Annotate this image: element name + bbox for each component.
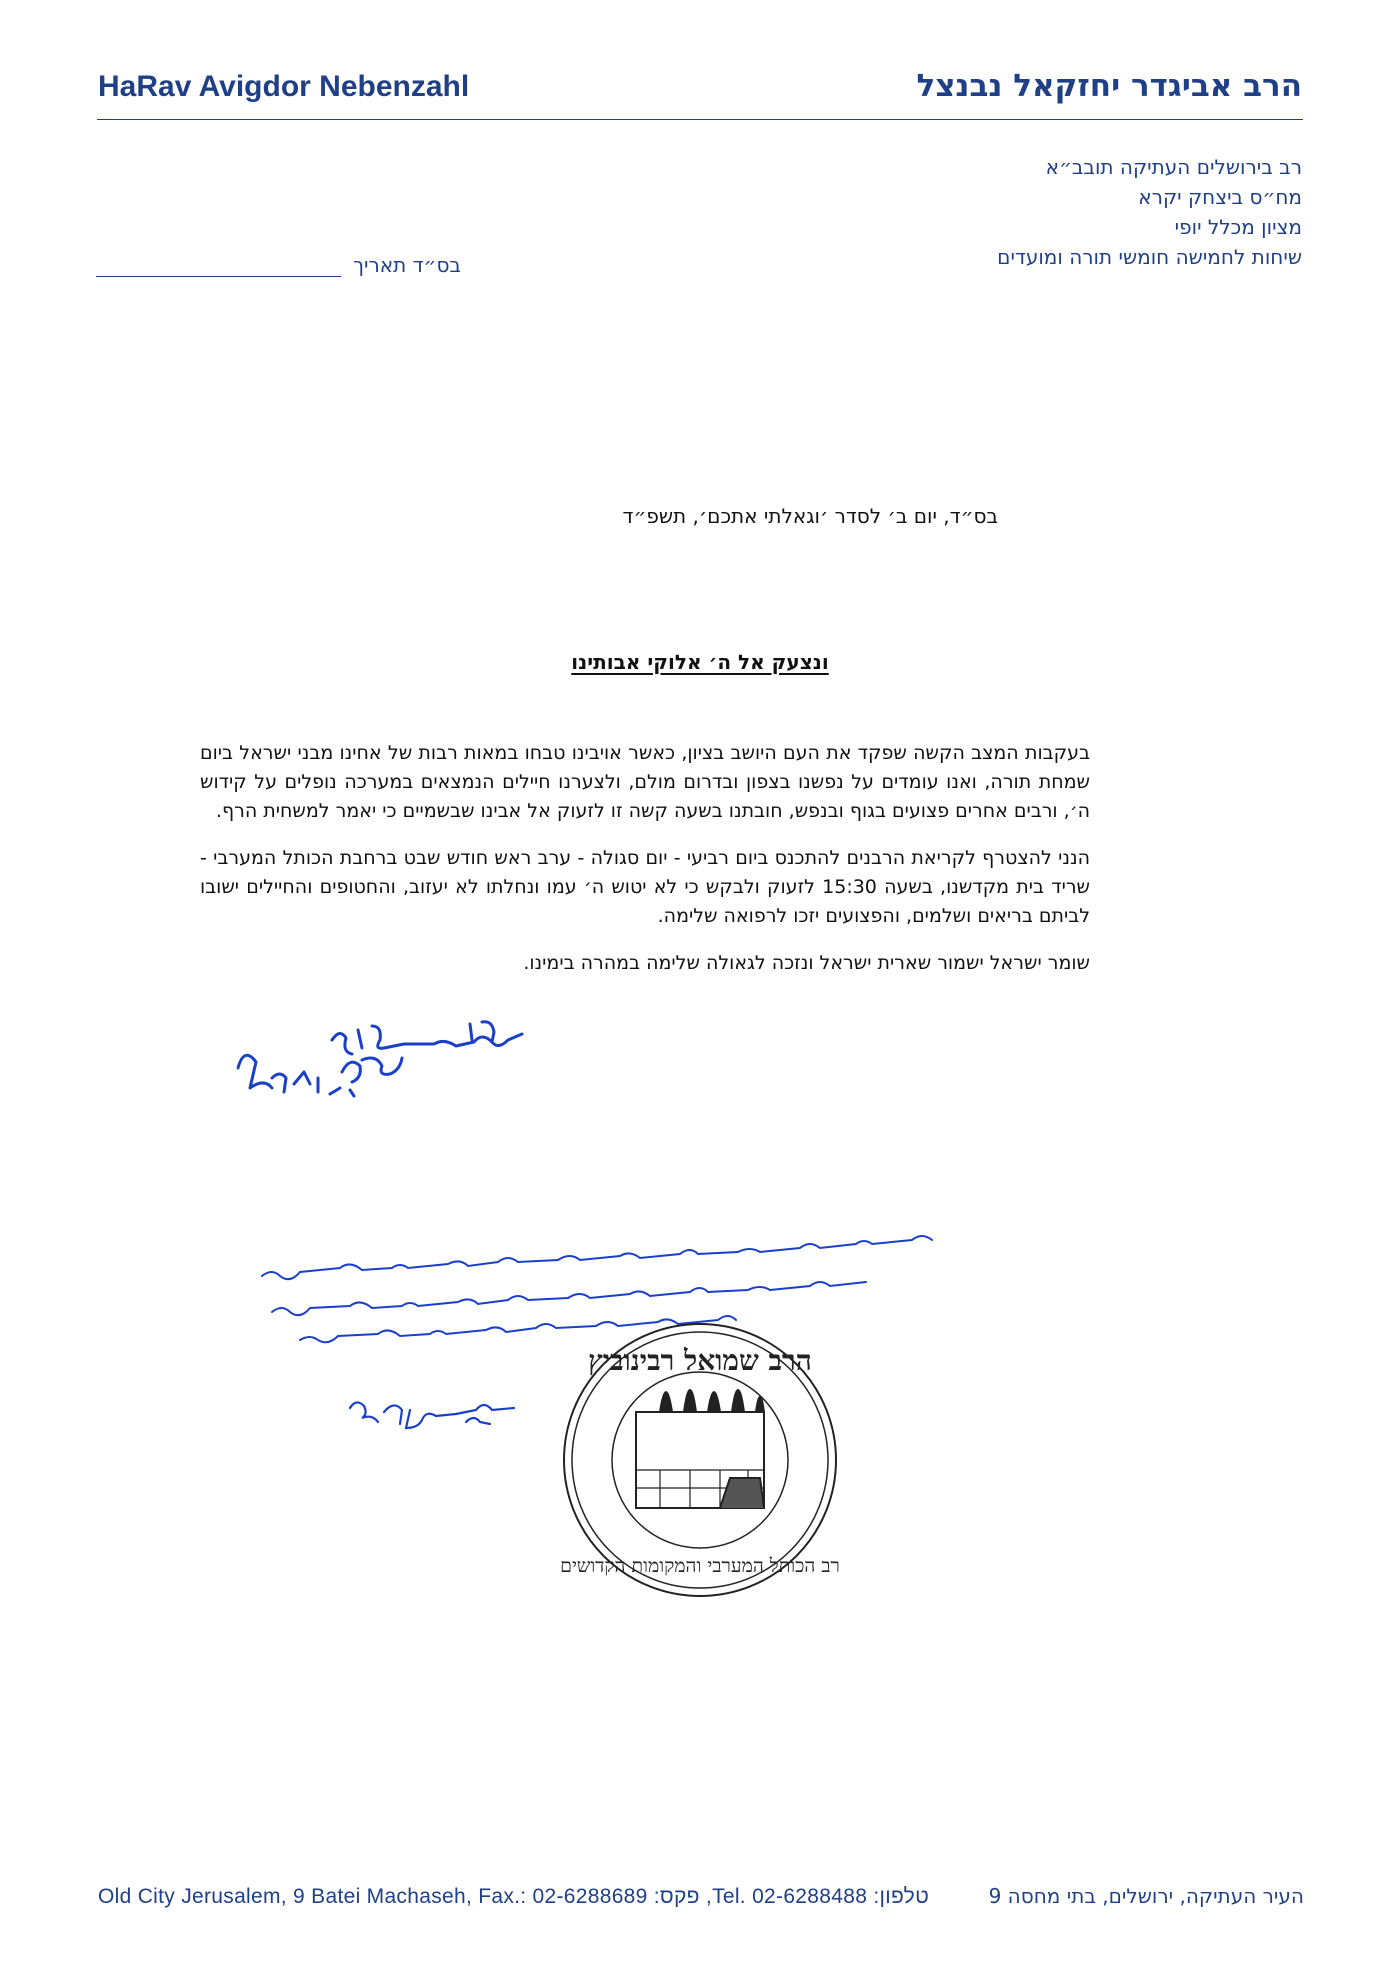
title-line: מציון מכלל יופי xyxy=(1174,215,1302,239)
body-paragraph: בעקבות המצב הקשה שפקד את העם היושב בציון, כאשר אויבינו טבחו במאות רבות של אחינו מבני ישראל ביום שמחת תורה, ואנו עומדים על נפשנו בצפון ובדרום מולם, ולצערנו חיילים הנמצאים במערכה נופלים על קידוש ה׳, ורבים אחרים פצועים בגוף ובנפש, חובתנו בשעה קשה זו לזעוק אל אבינו שבשמיים כי יאמר למשחית הרף. xyxy=(200,742,1090,822)
svg-text:הרב שמואל רבינוביץ: הרב שמואל רבינוביץ xyxy=(588,1344,812,1377)
handwritten-note xyxy=(262,1236,932,1342)
title-line: שיחות לחמישה חומשי תורה ומועדים xyxy=(997,245,1302,269)
letterhead-footer xyxy=(98,1884,1304,1909)
body-paragraph: שומר ישראל ישמור שארית ישראל ונזכה לגאולה שלימה במהרה בימינו. xyxy=(523,952,1090,974)
svg-text:רב הכותל המערבי והמקומות הקדוש: רב הכותל המערבי והמקומות הקדושים xyxy=(560,1555,840,1577)
letterhead-name-hebrew: הרב אביגדר יחזקאל נבנצל xyxy=(916,68,1302,104)
signature-rabbi-rabinovitch xyxy=(350,1402,514,1428)
letter-date: בס״ד, יום ב׳ לסדר ׳וגאלתי אתכם׳, תשפ״ד xyxy=(622,504,998,528)
footer-address-english: Old City Jerusalem, 9 Batei Machaseh, Fax.: 02-6288689 :פקס ,Tel. 02-6288488 :טלפון xyxy=(98,1885,930,1908)
date-field-label: בס״ד תאריך xyxy=(353,253,461,277)
letterhead-name-english: HaRav Avigdor Nebenzahl xyxy=(98,70,470,103)
footer-address-hebrew: העיר העתיקה, ירושלים, בתי מחסה 9 xyxy=(988,1884,1304,1908)
signature-rabbi-nebenzahl xyxy=(238,1022,522,1096)
body-paragraph: הנני להצטרף לקריאת הרבנים להתכנס ביום רביעי - יום סגולה - ערב ראש חודש שבט ברחבת הכותל המערבי - שריד בית מקדשנו, בשעה 15:30 לזעוק ולבקש כי לא יטוש ה׳ עמו ונחלתו לא יעזוב, והחטופים והחיילים ישובו לביתם בריאים ושלמים, והפצועים יזכו לרפואה שלימה. xyxy=(200,847,1091,927)
title-line: מח״ס ביצחק יקרא xyxy=(1138,185,1302,209)
rabbinical-stamp xyxy=(560,1324,840,1596)
title-line: רב בירושלים העתיקה תובב״א xyxy=(1045,155,1302,179)
letter-subject-text: ונצעק אל ה׳ אלוקי אבותינו xyxy=(571,650,829,674)
